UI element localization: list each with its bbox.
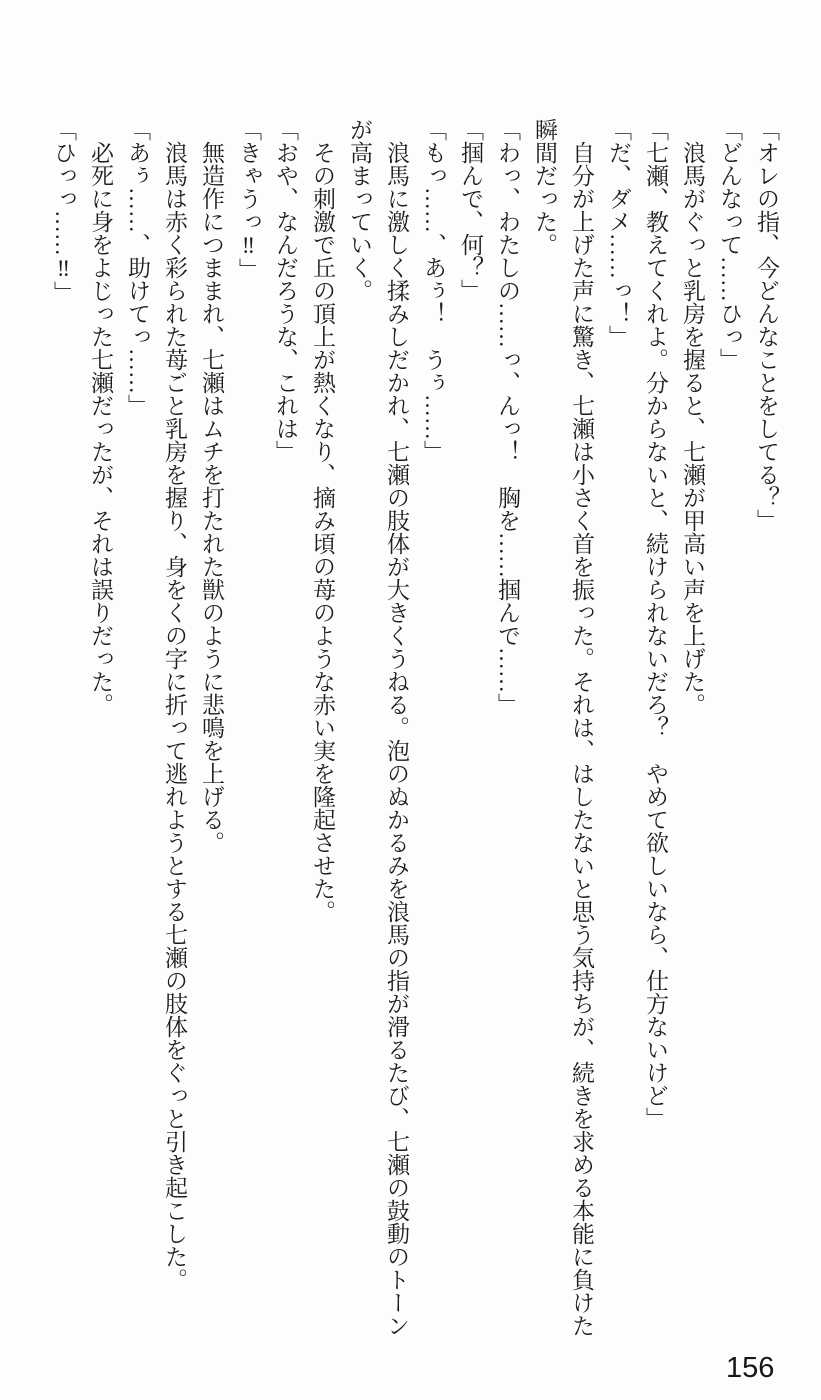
- paragraph-dialogue: 「オレの指、今どんなことをしてる？」: [754, 118, 779, 532]
- page-number: 156: [726, 1352, 775, 1384]
- paragraph-dialogue: 「どんなって……ひっ」: [717, 118, 742, 371]
- paragraph-dialogue: 「掴んで、何？」: [458, 118, 483, 302]
- paragraph-narrative: 浪馬は赤く彩られた苺ごと乳房を握り、身をくの字に折って逃れようとする七瀬の肢体をぐっと引き起こした。: [162, 141, 187, 1291]
- paragraph-narrative: 無造作につままれ、七瀬はムチを打たれた獣のように悲鳴を上げる。: [199, 141, 224, 854]
- paragraph-narrative: 必死に身をよじった七瀬だったが、それは誤りだった。: [88, 141, 113, 716]
- novel-text-block: [37, 118, 785, 1337]
- paragraph-dialogue: 「わっ、わたしの……っ、んっ！ 胸を……掴んで……」: [495, 118, 520, 716]
- paragraph-narrative: 浪馬に激しく揉みしだかれ、七瀬の肢体が大きくうねる。泡のぬかるみを浪馬の指が滑るたび、七瀬の鼓動のトーンが高まっていく。: [347, 118, 409, 1337]
- paragraph-narrative: その刺激で丘の頂上が熱くなり、摘み頃の苺のような赤い実を隆起させた。: [310, 141, 335, 923]
- paragraph-dialogue: 「ひっっ……‼」: [51, 118, 76, 304]
- paragraph-dialogue: 「だ、ダメ……っ！」: [606, 118, 631, 348]
- paragraph-narrative: 自分が上げた声に驚き、七瀬は小さく首を振った。それは、はしたないと思う気持ちが、続きを求める本能に負けた瞬間だった。: [532, 118, 594, 1337]
- paragraph-dialogue: 「おや、なんだろうな、これは」: [273, 118, 298, 463]
- paragraph-dialogue: 「七瀬、教えてくれよ。分からないと、続けられないだろ？ やめて欲しいなら、仕方ないけど」: [643, 118, 668, 1130]
- paragraph-narrative: 浪馬がぐっと乳房を握ると、七瀬が甲高い声を上げた。: [680, 141, 705, 716]
- paragraph-dialogue: 「きゃうっ‼」: [236, 118, 261, 281]
- paragraph-dialogue: 「もっ……、あぅ！ うぅ……」: [421, 118, 446, 463]
- paragraph-dialogue: 「あぅ……、助けてっ……」: [125, 118, 150, 417]
